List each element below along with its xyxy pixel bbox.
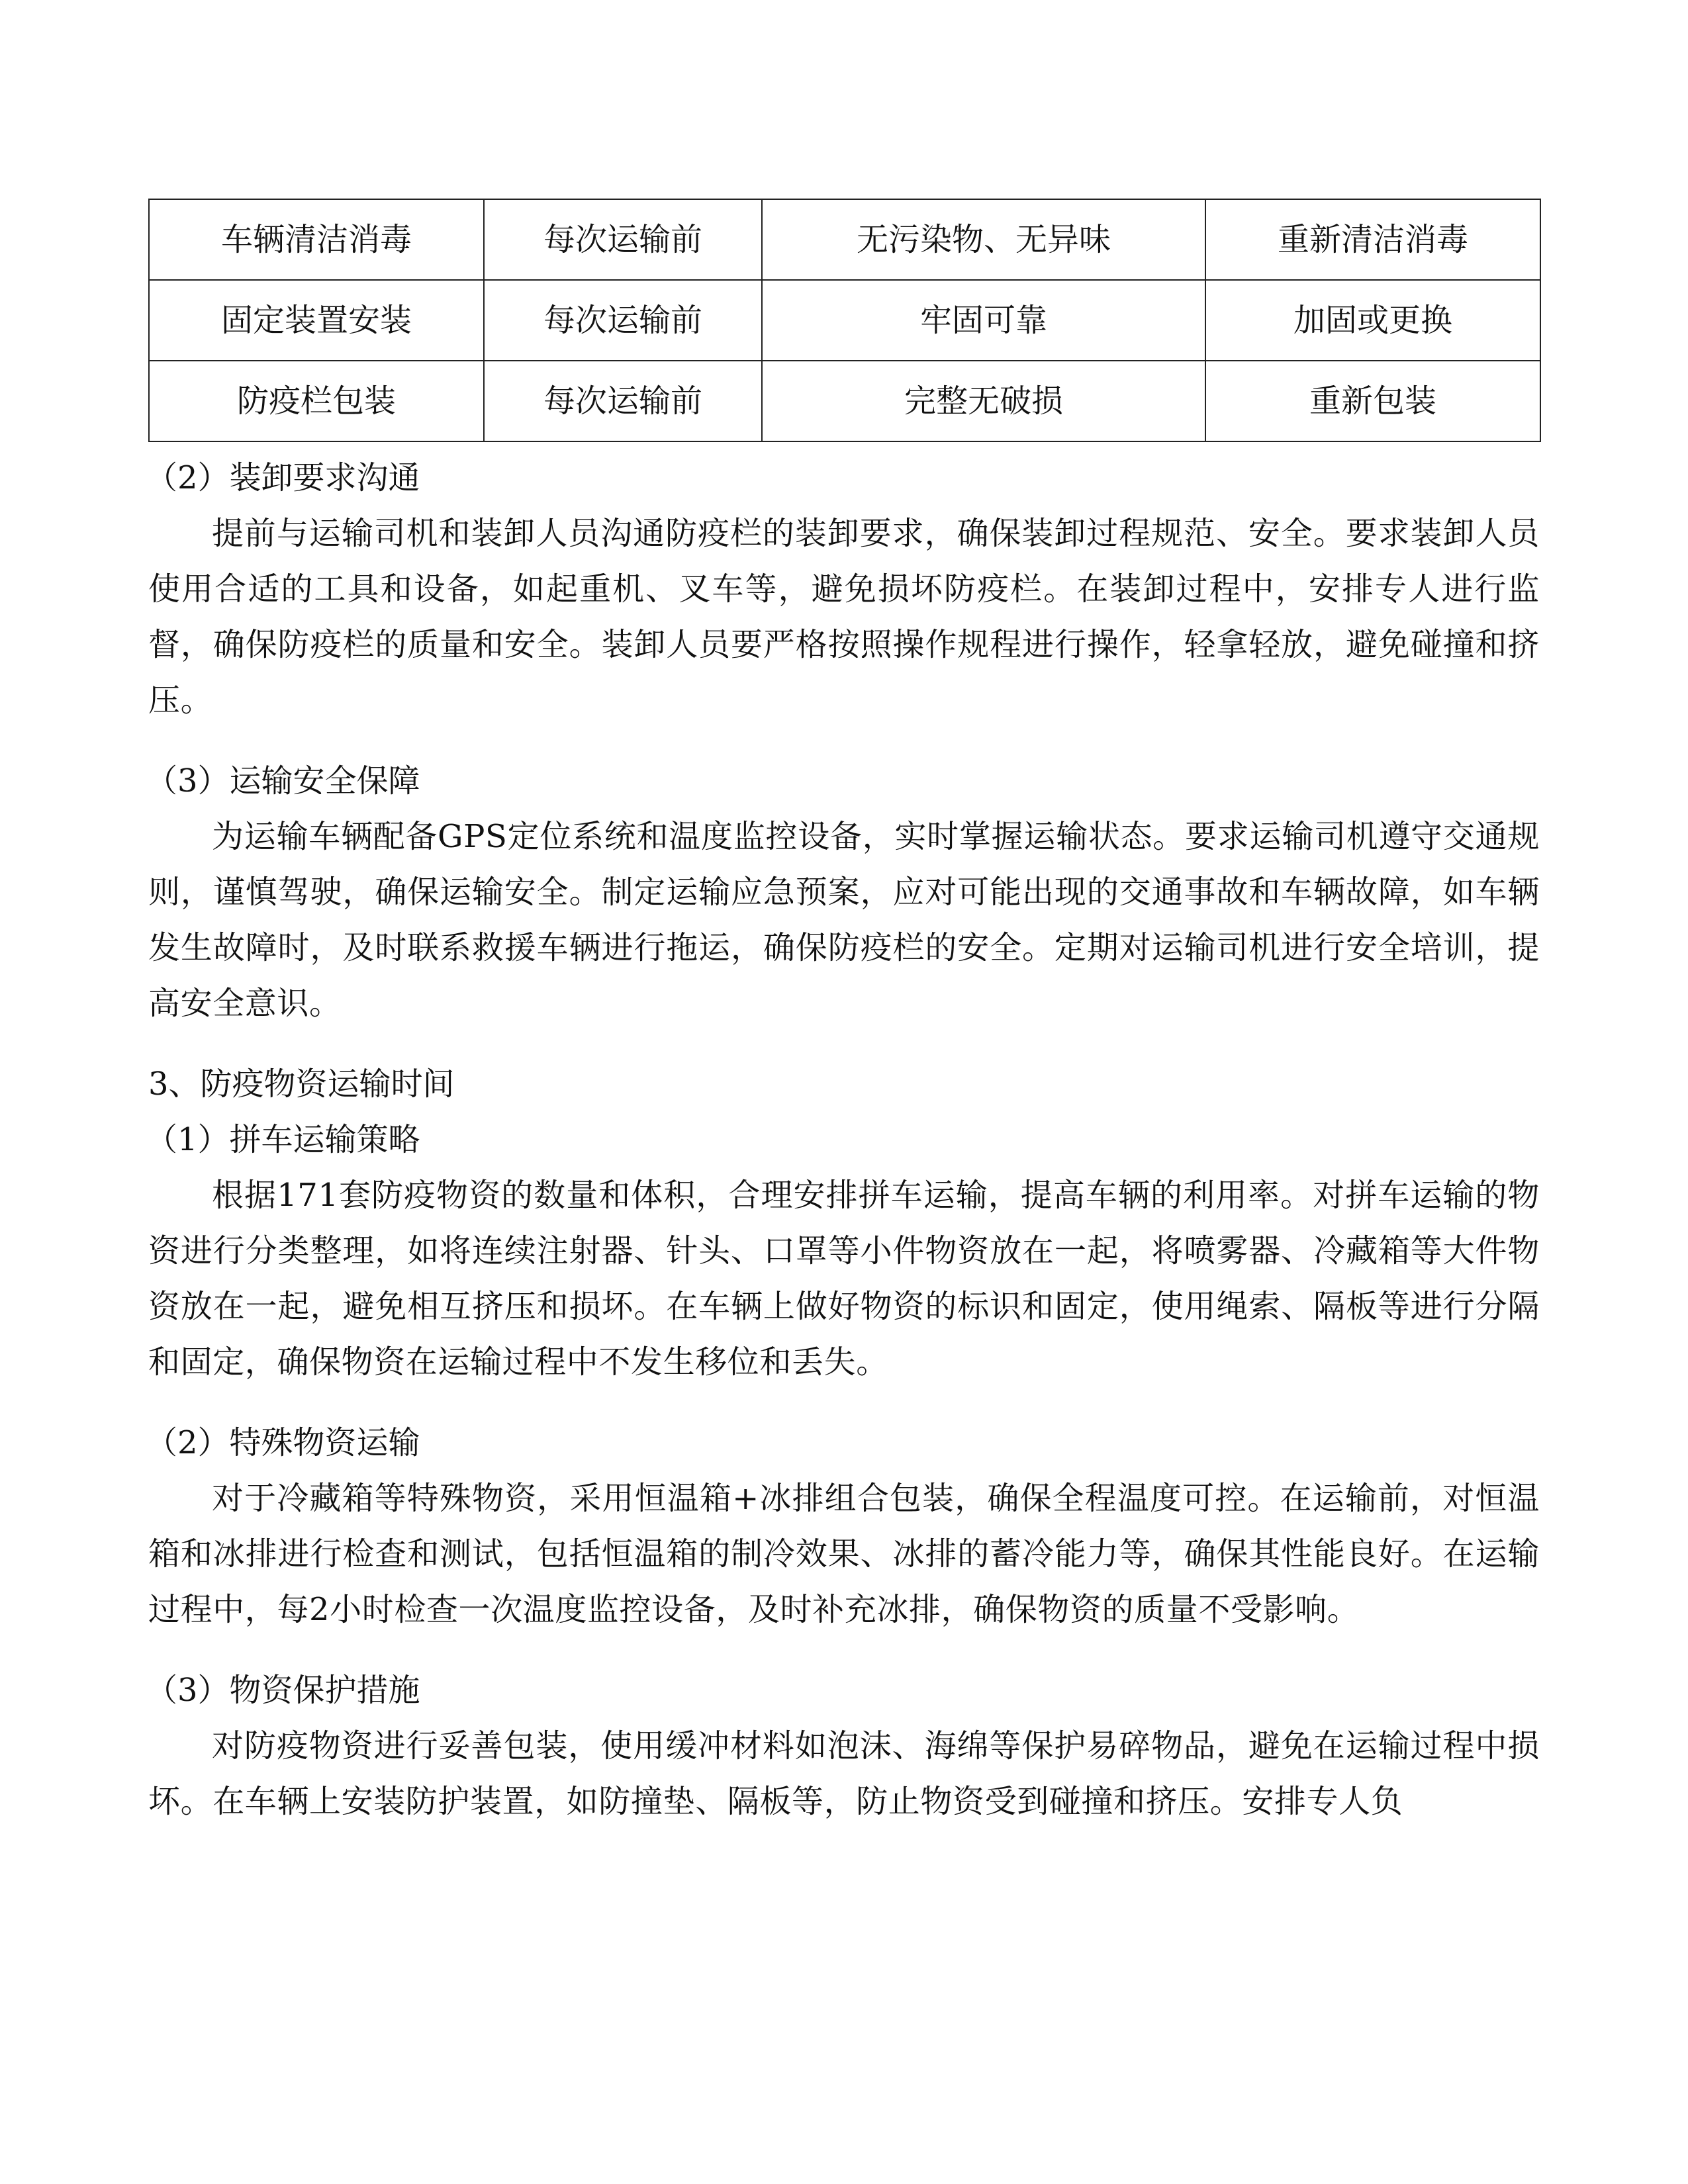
table-row [149, 199, 1540, 280]
paragraph-carpool-strategy: 根据171套防疫物资的数量和体积，合理安排拼车运输，提高车辆的利用率。对拼车运输的物资进行分类整理，如将连续注射器、针头、口罩等小件物资放在一起，将喷雾器、冷藏箱等大件物资放在一起，避免相互挤压和损坏。在车辆上做好物资的标识和固定，使用绳索、隔板等进行分隔和固定，确保物资在运输过程中不发生移位和丢失。 [148, 1177, 1540, 1381]
section-heading-carpool-strategy: （1）拼车运输策略 [146, 1121, 420, 1158]
table-row [149, 361, 1540, 441]
table-cell: 牢固可靠 [762, 280, 1205, 361]
inspection-table [148, 199, 1541, 442]
paragraph-goods-protection: 对防疫物资进行妥善包装，使用缓冲材料如泡沫、海绵等保护易碎物品，避免在运输过程中损坏。在车辆上安装防护装置，如防撞垫、隔板等，防止物资受到碰撞和挤压。安排专人负 [148, 1727, 1540, 1820]
table-cell: 重新包装 [1205, 361, 1540, 441]
table-cell: 每次运输前 [484, 361, 762, 441]
section-heading-special-goods: （2）特殊物资运输 [146, 1424, 420, 1461]
paragraph-special-goods: 对于冷藏箱等特殊物资，采用恒温箱+冰排组合包装，确保全程温度可控。在运输前，对恒温箱和冰排进行检查和测试，包括恒温箱的制冷效果、冰排的蓄冷能力等，确保其性能良好。在运输过程中，每2小时检查一次温度监控设备，及时补充冰排，确保物资的质量不受影响。 [148, 1480, 1540, 1628]
paragraph-loading-communication: 提前与运输司机和装卸人员沟通防疫栏的装卸要求，确保装卸过程规范、安全。要求装卸人员使用合适的工具和设备，如起重机、叉车等，避免损坏防疫栏。在装卸过程中，安排专人进行监督，确保防疫栏的质量和安全。装卸人员要严格按照操作规程进行操作，轻拿轻放，避免碰撞和挤压。 [148, 515, 1540, 719]
table-cell: 每次运输前 [484, 280, 762, 361]
table-cell: 加固或更换 [1205, 280, 1540, 361]
table-cell: 重新清洁消毒 [1205, 199, 1540, 280]
section-heading-transport-time: 3、防疫物资运输时间 [148, 1066, 455, 1103]
table-cell: 完整无破损 [762, 361, 1205, 441]
section-heading-goods-protection: （3）物资保护措施 [146, 1672, 420, 1709]
table-cell: 车辆清洁消毒 [149, 199, 484, 280]
section-heading-loading-communication: （2）装卸要求沟通 [146, 459, 420, 496]
body-text [148, 450, 1540, 1829]
paragraph-transport-safety: 为运输车辆配备GPS定位系统和温度监控设备，实时掌握运输状态。要求运输司机遵守交通规则，谨慎驾驶，确保运输安全。制定运输应急预案，应对可能出现的交通事故和车辆故障，如车辆发生故障时，及时联系救援车辆进行拖运，确保防疫栏的安全。定期对运输司机进行安全培训，提高安全意识。 [148, 818, 1540, 1022]
table-cell: 固定装置安装 [149, 280, 484, 361]
table-cell: 防疫栏包装 [149, 361, 484, 441]
table-cell: 每次运输前 [484, 199, 762, 280]
table-row [149, 280, 1540, 361]
table-cell: 无污染物、无异味 [762, 199, 1205, 280]
inspection-table-wrapper [148, 199, 1540, 442]
section-heading-transport-safety: （3）运输安全保障 [146, 762, 420, 799]
